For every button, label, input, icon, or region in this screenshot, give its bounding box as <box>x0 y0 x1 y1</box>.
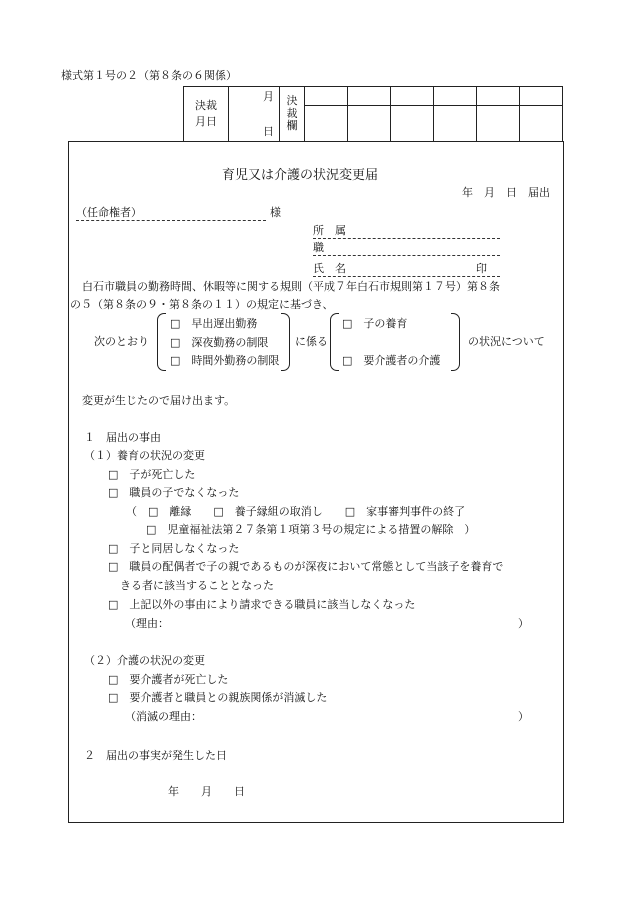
approval-cell[interactable] <box>348 87 391 106</box>
dept-field[interactable] <box>313 225 500 239</box>
left-bracket <box>157 313 166 371</box>
intro-line-2: の５（第８条の９・第８条の１１）の規定に基づき、 <box>70 298 334 311</box>
sub-options-line-1[interactable]: （ □ 離縁 □ 養子縁組の取消し □ 家事審判事件の終了 <box>126 505 466 518</box>
approval-date-label: 決裁 月日 <box>184 87 229 142</box>
section-1b-title: （２）介護の状況の変更 <box>84 654 205 667</box>
right-bracket <box>451 313 460 371</box>
approval-cell[interactable] <box>391 106 434 142</box>
form-id: 様式第１号の２（第８条の６関係） <box>61 69 237 82</box>
sub-options-line-2[interactable]: □ 児童福祉法第２７条第１項第３号の規定による措置の解除 ） <box>146 523 476 536</box>
check-spouse[interactable]: □ 職員の配偶者で子の親であるものが深夜において常態として当該子を養育で <box>108 560 504 573</box>
approval-cell[interactable] <box>305 87 348 106</box>
dept-label: 所 属 <box>313 224 346 237</box>
name-field[interactable] <box>313 263 500 277</box>
approval-cell[interactable] <box>348 106 391 142</box>
approval-cell[interactable] <box>477 87 520 106</box>
addressee-label: （任命権者） <box>76 206 142 219</box>
option-early-late[interactable]: □ 早出遅出勤務 <box>170 317 258 330</box>
approval-date-cell[interactable] <box>229 87 280 142</box>
approval-cell[interactable] <box>477 106 520 142</box>
check-cared-died[interactable]: □ 要介護者が死亡した <box>108 673 229 686</box>
extinction-reason-close: ） <box>518 710 529 723</box>
approval-day: 日 <box>263 125 274 138</box>
approval-cell[interactable] <box>434 106 477 142</box>
option-nursing-care[interactable]: □ 要介護者の介護 <box>342 354 441 367</box>
pre-label: 次のとおり <box>94 335 149 348</box>
approval-cell[interactable] <box>391 87 434 106</box>
position-field[interactable] <box>313 242 500 256</box>
reason-close: ） <box>518 617 529 630</box>
relates-label: に係る <box>295 335 328 348</box>
reason-label: （理由： <box>125 617 169 630</box>
option-child-care[interactable]: □ 子の養育 <box>342 317 408 330</box>
check-relation-ended[interactable]: □ 要介護者と職員との親族関係が消滅した <box>108 691 328 704</box>
form-title: 育児又は介護の状況変更届 <box>222 168 379 183</box>
honorific: 様 <box>270 206 281 219</box>
approval-column-label: 決 裁 欄 <box>280 87 305 142</box>
occurrence-date[interactable]: 年 月 日 <box>168 785 245 798</box>
position-label: 職 <box>313 241 324 254</box>
section-1a-title: （１）養育の状況の変更 <box>84 449 205 462</box>
approval-cell[interactable] <box>520 106 563 142</box>
approval-cell[interactable] <box>520 87 563 106</box>
notice-text: 変更が生じたので届け出ます。 <box>82 394 236 407</box>
name-label: 氏 名 <box>313 262 346 275</box>
check-not-living[interactable]: □ 子と同居しなくなった <box>108 542 240 555</box>
extinction-reason-label: （消滅の理由： <box>125 710 202 723</box>
right-bracket <box>281 313 290 371</box>
addressee-field[interactable] <box>76 207 266 221</box>
check-spouse-cont: きる者に該当することとなった <box>120 579 274 592</box>
submission-date: 年 月 日 届出 <box>462 186 550 199</box>
check-child-died[interactable]: □ 子が死亡した <box>108 468 196 481</box>
situation-label: の状況について <box>468 335 545 348</box>
section-2-title: ２ 届出の事実が発生した日 <box>84 749 227 762</box>
intro-line-1: 白石市職員の勤務時間、休暇等に関する規則（平成７年白石市規則第１７号）第８条 <box>82 280 500 293</box>
approval-table <box>183 86 563 142</box>
approval-cell[interactable] <box>434 87 477 106</box>
option-overtime-limit[interactable]: □ 時間外勤務の制限 <box>170 354 280 367</box>
approval-cell[interactable] <box>305 106 348 142</box>
seal-mark: 印 <box>476 262 487 275</box>
approval-month: 月 <box>263 90 274 103</box>
check-other[interactable]: □ 上記以外の事由により請求できる職員に該当しなくなった <box>108 598 416 611</box>
check-not-child[interactable]: □ 職員の子でなくなった <box>108 486 240 499</box>
section-1-title: １ 届出の事由 <box>84 431 161 444</box>
left-bracket <box>330 313 339 371</box>
option-night-limit[interactable]: □ 深夜勤務の制限 <box>170 336 269 349</box>
